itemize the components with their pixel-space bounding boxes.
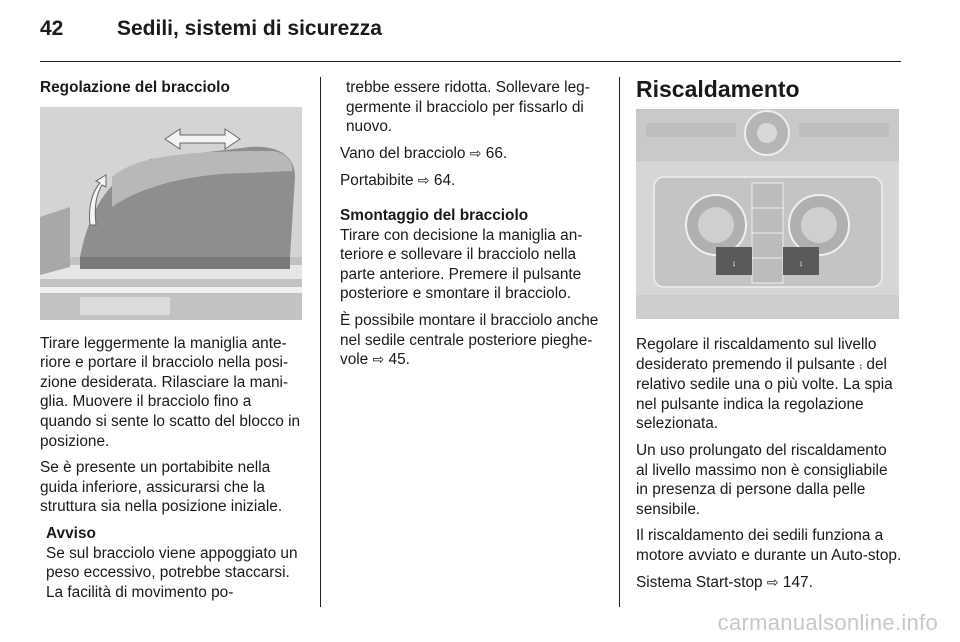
notice-text: Se sul bracciolo viene appoggiato un peso eccessivo, potrebbe staccarsi. La facilità di movimento po- — [46, 544, 298, 601]
column-1 — [40, 78, 304, 609]
reference-label: Portabibite — [340, 172, 414, 190]
header-rule — [40, 61, 901, 62]
page-reference — [340, 171, 604, 192]
svg-text:⨾: ⨾ — [732, 255, 736, 270]
paragraph: Tirare con decisione la maniglia anteriore e sollevare il bracciolo nella parte anteriore. Premere il pulsante posteriore e smontare il bracciolo. — [340, 226, 583, 303]
notice-text-continued: trebbe essere ridotta. Sollevare leggermente il bracciolo per fissarlo di nuovo. — [346, 79, 590, 136]
paragraph: Tirare leggermente la maniglia anteriore e portare il bracciolo nella posizione desiderata. Rilasciare la maniglia. Muovere il bracciolo fino a quando si sente lo scatto del blocco in posizione. — [40, 334, 301, 450]
page-reference — [636, 573, 902, 594]
column-2 — [340, 78, 604, 378]
seat-heating-controls-illustration — [636, 109, 899, 319]
paragraph: Il riscaldamento dei sedili funziona a motore avviato e durante un Auto-stop. — [636, 527, 902, 564]
reference-label: Vano del bracciolo — [340, 144, 466, 162]
section-title: Riscaldamento — [636, 76, 800, 102]
section-heading: Smontaggio del bracciolo — [340, 206, 529, 224]
paragraph-text: È possibile montare il bracciolo anche nel sedile centrale posteriore pieghevole — [340, 311, 599, 369]
watermark: carmanualsonline.info — [717, 610, 938, 635]
reference-arrow-icon: ⇨ — [417, 173, 430, 190]
paragraph-text: Regolare il riscaldamento sul livello desiderato premendo il pulsante — [636, 336, 877, 373]
paragraph: Se è presente un portabibite nella guida inferiore, assicurarsi che la struttura sia nella posizione iniziale. — [40, 459, 283, 516]
reference-page[interactable]: 64. — [433, 172, 456, 190]
armrest-illustration — [40, 107, 302, 320]
reference-label: Sistema Start-stop — [636, 573, 763, 591]
paragraph-text: del relativo sedile una o più volte. La spia nel pulsante indica la regolazione selezionata. — [636, 355, 893, 433]
paragraph: Un uso prolungato del riscaldamento al livello massimo non è consigliabile in presenza di persone dalla pelle sensibile. — [636, 441, 888, 518]
reference-page[interactable]: 45. — [388, 351, 410, 369]
paragraph — [340, 311, 604, 371]
page-reference — [340, 144, 604, 165]
column-3 — [636, 76, 902, 600]
svg-text:⨾: ⨾ — [799, 255, 803, 270]
reference-arrow-icon: ⇨ — [372, 352, 385, 369]
page-header-title: Sedili, sistemi di sicurezza — [117, 17, 382, 40]
seat-heat-icon: ⨾ — [859, 356, 863, 373]
column-divider — [320, 77, 321, 607]
page-number: 42 — [40, 17, 64, 40]
reference-page[interactable]: 66. — [485, 144, 508, 162]
notice-title: Avviso — [46, 524, 96, 542]
paragraph — [636, 335, 902, 434]
column-divider — [619, 77, 620, 607]
reference-arrow-icon: ⇨ — [766, 574, 779, 591]
reference-arrow-icon: ⇨ — [469, 145, 482, 162]
section-heading: Regolazione del bracciolo — [40, 79, 230, 96]
notice-box — [46, 524, 304, 602]
reference-page[interactable]: 147. — [782, 573, 813, 591]
